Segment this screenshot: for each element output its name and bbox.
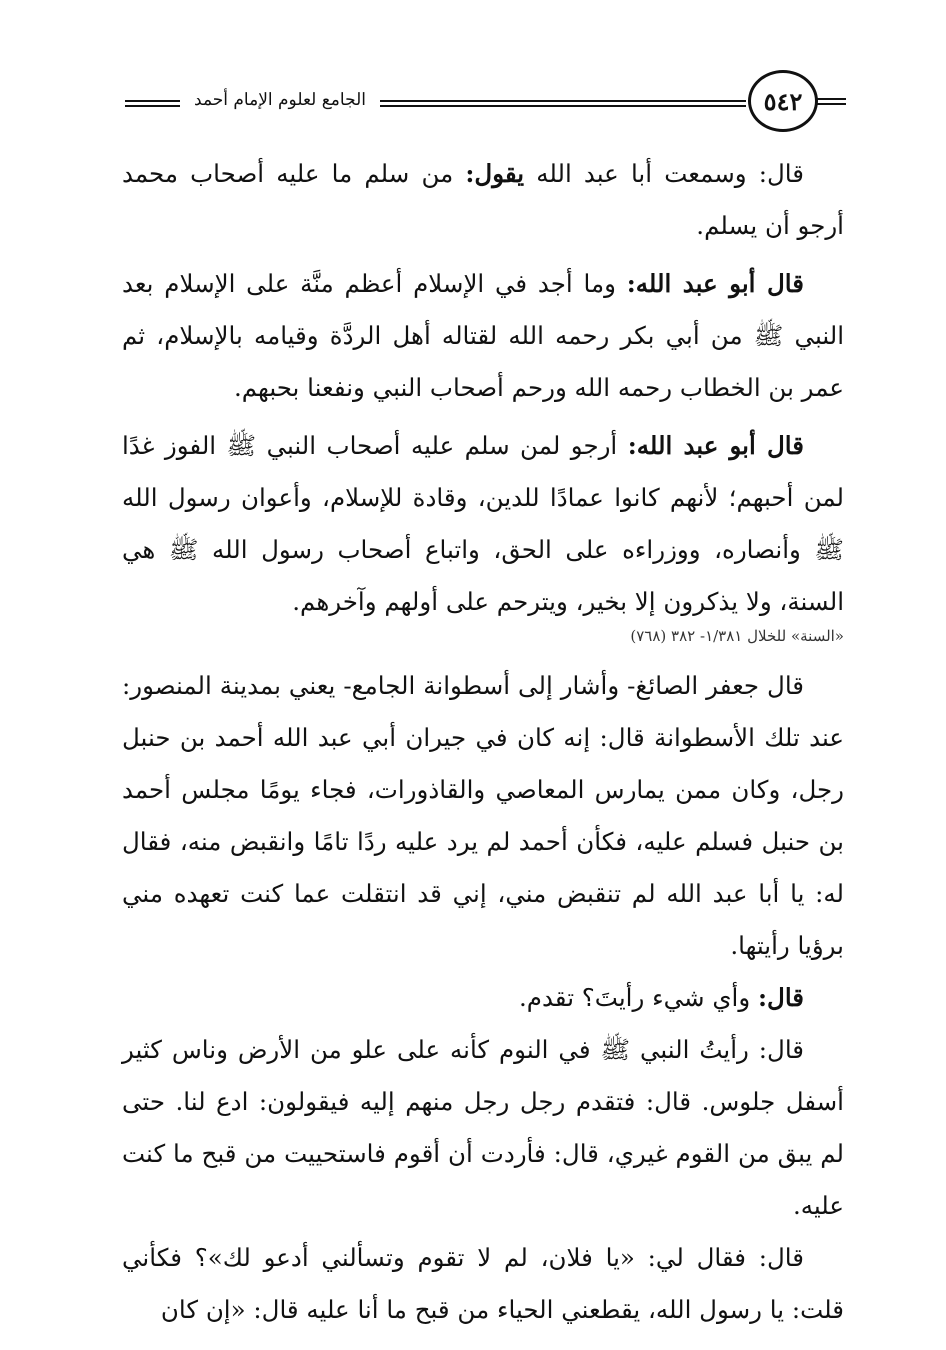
paragraph-1-lead: قال: وسمعت أبا عبد الله [524,159,804,188]
paragraph-3-text: أرجو لمن سلم عليه أصحاب النبي ﷺ الفوز غدًا لمن أحبهم؛ لأنهم كانوا عمادًا للدين، وقادة للإسلام، وأعوان رسول الله ﷺ وأنصاره، ووزراءه على الحق، واتباع أصحاب رسول الله ﷺ هي السنة، ولا يذكرون إلا بخير، ويترحم على أولهم وآخرهم. [122,431,844,616]
paragraph-3 [122,420,844,628]
page-number: ٥٤٢ [748,70,818,132]
source-reference: «السنة» للخلال ١/٣٨١- ٣٨٢ (٧٦٨) [630,627,844,645]
paragraph-5-speaker: قال: [757,983,804,1012]
paragraph-5-text: وأي شيء رأيتَ؟ تقدم. [518,983,758,1012]
paragraph-5 [122,972,844,1024]
paragraph-1-text: من سلم ما عليه أصحاب محمد أرجو أن يسلم. [122,159,844,240]
paragraph-3-speaker: قال أبو عبد الله: [627,431,804,460]
paragraph-4: قال جعفر الصائغ- وأشار إلى أسطوانة الجامع- يعني بمدينة المنصور: عند تلك الأسطوانة قال: إنه كان في جيران أبي عبد الله أحمد بن حنبل رجل، وكان ممن يمارس المعاصي والقاذورات، فجاء يومًا مجلس أحمد بن حنبل فسلم عليه، فكأن أحمد لم يرد عليه ردًا تامًا وانقبض منه، فقال له: يا أبا عبد الله لم تنقبض مني، إني قد انتقلت عما كنت تعهده مني برؤيا رأيتها. [122,671,844,960]
header-rule-middle [380,100,746,102]
running-title: الجامع لعلوم الإمام أحمد [194,90,366,110]
paragraph-1 [122,148,844,252]
paragraph-6: قال: رأيتُ النبي ﷺ في النوم كأنه على علو من الأرض وناس كثير أسفل جلوس. قال: فتقدم رجل رجل منهم إليه فيقولون: ادع لنا. حتى لم يبق من القوم غيري، قال: فأردت أن أقوم فاستحييت من قبح ما كنت عليه. [122,1035,844,1220]
header-rule-left [125,100,180,102]
page-header [0,62,946,142]
paragraph-7: قال: فقال لي: «يا فلان، لم لا تقوم وتسألني أدعو لك»؟ فكأني قلت: يا رسول الله، يقطعني الحياء من قبح ما أنا عليه قال: «إن كان [122,1243,844,1324]
header-rule-right [816,98,846,100]
header-rule-right-2 [816,103,846,105]
paragraph-2-text: وما أجد في الإسلام أعظم منَّة على الإسلام بعد النبي ﷺ من أبي بكر رحمه الله لقتاله أهل الردَّة وقيامه بالإسلام، ثم عمر بن الخطاب رحمه الله ورحم أصحاب النبي ونفعنا بحبهم. [122,269,844,402]
header-rule-left-2 [125,105,180,107]
paragraph-2 [122,258,844,414]
paragraph-1-bold: يقول: [465,159,525,188]
header-rule-middle-2 [380,105,746,107]
page-body [122,148,844,1336]
paragraph-2-speaker: قال أبو عبد الله: [626,269,804,298]
